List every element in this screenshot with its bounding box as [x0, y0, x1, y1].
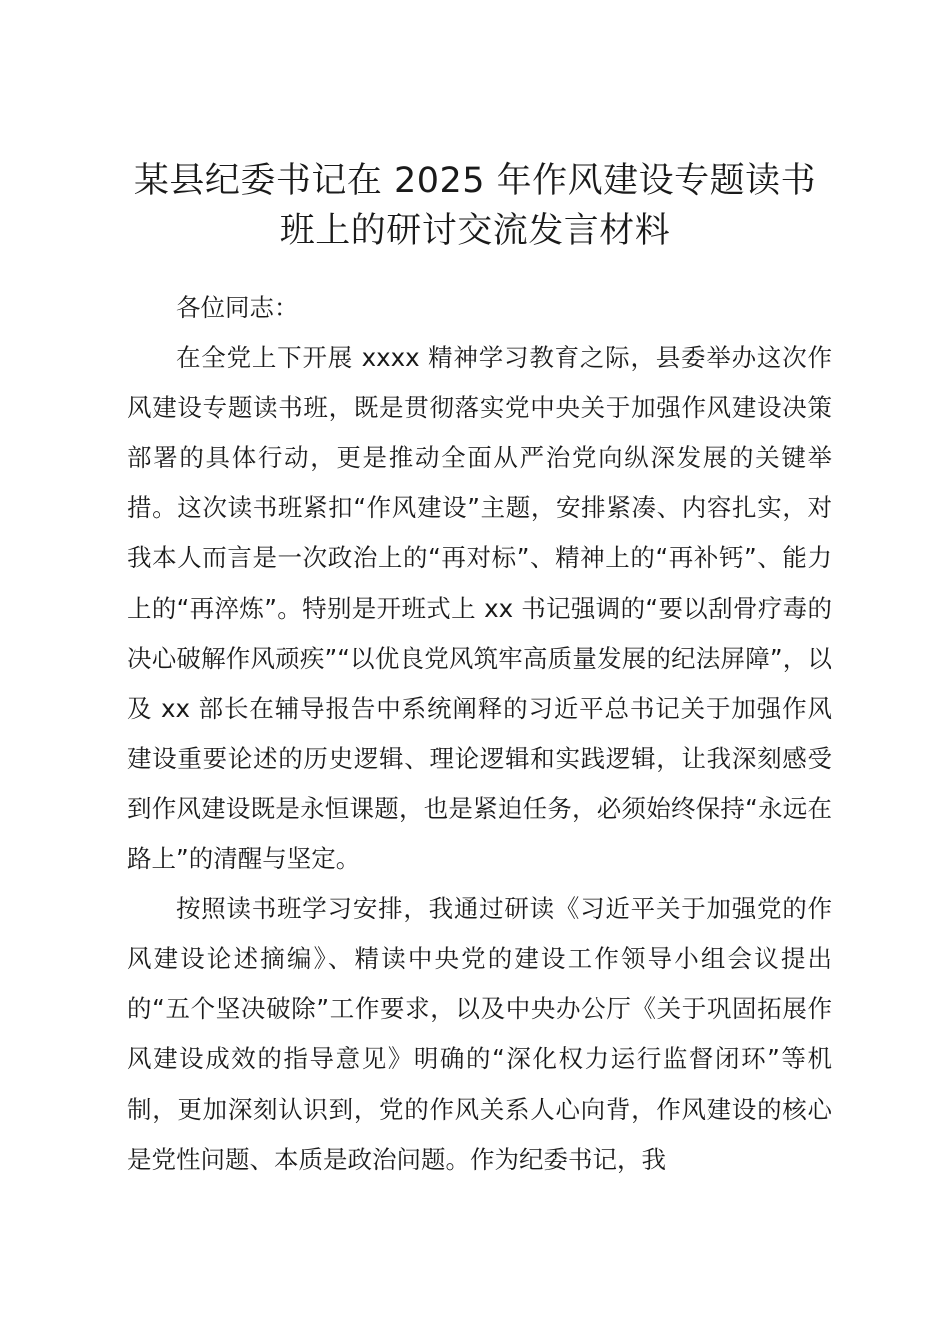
document-body [127, 283, 832, 1185]
paragraph-2: 按照读书班学习安排，我通过研读《习近平关于加强党的作风建设论述摘编》、精读中央党的建设工作领导小组会议提出的“五个坚决破除”工作要求，以及中央办公厅《关于巩固拓展作风建设成效的指导意见》明确的“深化权力运行监督闭环”等机制，更加深刻认识到，党的作风关系人心向背，作风建设的核心是党性问题、本质是政治问题。作为纪委书记，我 [127, 894, 832, 1174]
document-title: 某县纪委书记在 2025 年作风建设专题读书班上的研讨交流发言材料 [133, 161, 817, 251]
salutation: 各位同志： [176, 293, 299, 322]
paragraph-1: 在全党上下开展 xxxx 精神学习教育之际，县委举办这次作风建设专题读书班，既是贯彻落实党中央关于加强作风建设决策部署的具体行动，更是推动全面从严治党向纵深发展的关键举措。这次读书班紧扣“作风建设”主题，安排紧凑、内容扎实，对我本人而言是一次政治上的“再对标”、精神上的“再补钙”、能力上的“再淬炼”。特别是开班式上 xx 书记强调的“要以刮骨疗毒的决心破解作风顽疾”“以优良党风筑牢高质量发展的纪法屏障”，以及 xx 部长在辅导报告中系统阐释的习近平总书记关于加强作风建设重要论述的历史逻辑、理论逻辑和实践逻辑，让我深刻感受到作风建设既是永恒课题，也是紧迫任务，必须始终保持“永远在路上”的清醒与坚定。 [127, 343, 832, 874]
